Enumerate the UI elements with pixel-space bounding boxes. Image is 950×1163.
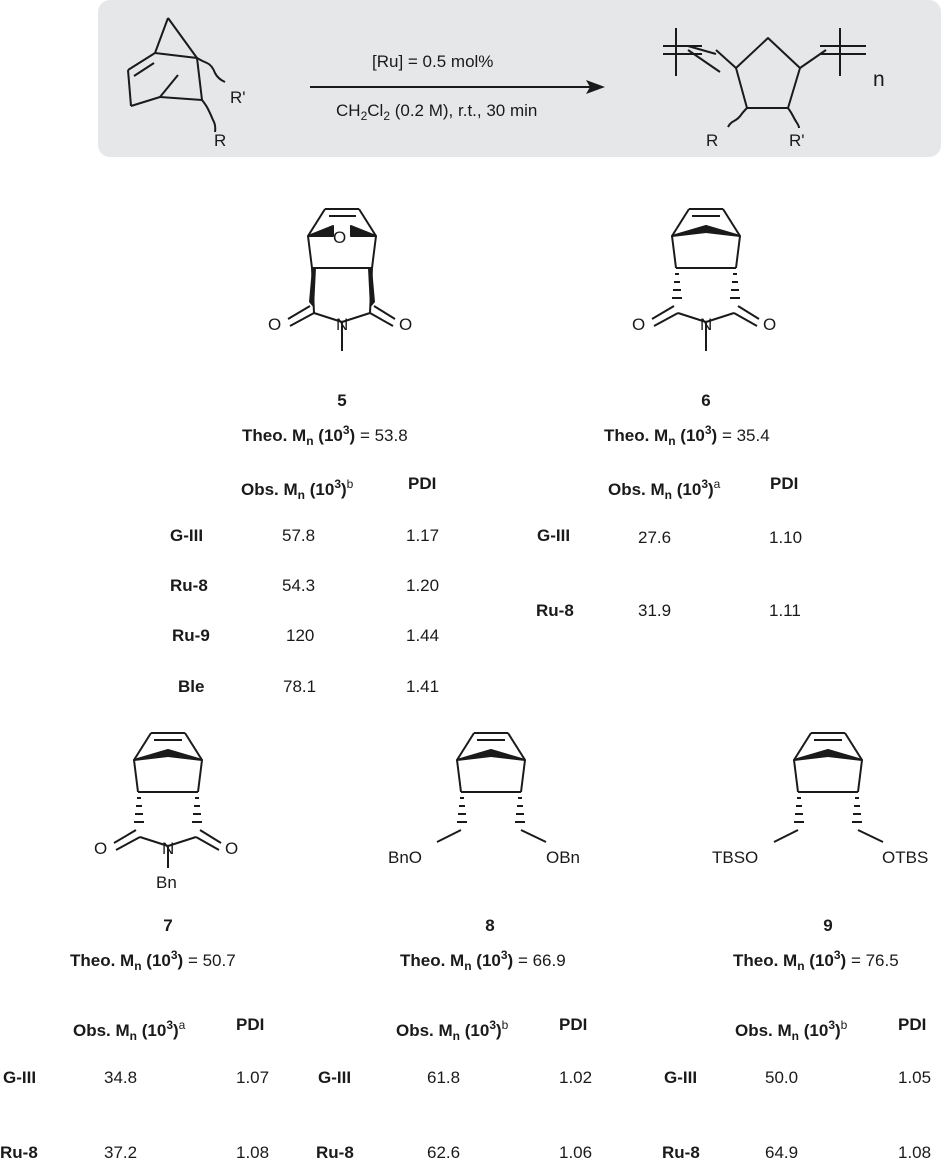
mn-value: 54.3 <box>282 576 316 595</box>
catalyst-label: Ru-8 <box>0 1143 38 1162</box>
pdi-value: 1.11 <box>769 601 801 620</box>
hash-8 <box>457 798 525 822</box>
product-n-label: n <box>873 68 885 91</box>
theo-value: 35.4 <box>736 426 770 445</box>
atom-7-bn: Bn <box>156 873 177 892</box>
catalyst-label: Ru-8 <box>316 1143 354 1162</box>
obs-sub: n <box>791 1029 800 1043</box>
obs-header-9 <box>735 1015 847 1046</box>
obs-unit-open: (10 <box>799 1021 829 1040</box>
theo-mn-5: Theo. $M_n$ $(10^3) = 53.8$ <box>242 423 408 448</box>
hash-7 <box>134 798 202 822</box>
obs-header-6 <box>608 474 720 505</box>
theo-mn-7: Theo. $M_n$ $(10^3) = 50.7$ <box>70 948 236 973</box>
product-r-label: R <box>706 131 719 150</box>
obs-prefix: Obs. M <box>396 1021 453 1040</box>
pdi-value: 1.02 <box>559 1068 593 1087</box>
pdi-header-6: PDI <box>770 474 799 493</box>
mn-value: 61.8 <box>427 1068 461 1087</box>
conditions-rest: (0.2 M), r.t., 30 min <box>390 101 538 120</box>
pdi-header-5: PDI <box>408 474 437 493</box>
obs-unit-close: ) <box>708 480 714 499</box>
theo-mn-8: Theo. $M_n$ $(10^3) = 66.9$ <box>400 948 566 973</box>
pdi-value: 1.05 <box>898 1068 932 1087</box>
atom-6-n: N <box>700 315 713 334</box>
obs-unit-close: ) <box>496 1021 502 1040</box>
obs-sup: 3 <box>828 1018 835 1032</box>
theo-value: 76.5 <box>865 951 899 970</box>
atom-6-o2: O <box>763 315 777 334</box>
theo-unit-open: (10 <box>313 426 343 445</box>
reactant-r-prime-label: R' <box>230 88 246 107</box>
compound-number-9: 9 <box>823 916 833 935</box>
catalyst-label: Ble <box>178 677 205 696</box>
hash-6 <box>672 274 740 298</box>
pdi-value: 1.41 <box>406 677 440 696</box>
theo-sub: n <box>464 959 472 973</box>
mn-value: 34.8 <box>104 1068 138 1087</box>
mn-value: 62.6 <box>427 1143 461 1162</box>
conditions-sub2: 2 <box>383 109 390 123</box>
obs-sup: 3 <box>166 1018 173 1032</box>
obs-footnote: a <box>713 477 721 491</box>
reactant-r-label: R <box>214 131 227 150</box>
catalyst-label: Ru-8 <box>536 601 574 620</box>
conditions-sub1: 2 <box>360 109 368 123</box>
obs-footnote: b <box>501 1018 509 1032</box>
reagent-label: [Ru] = 0.5 mol% <box>372 52 494 71</box>
theo-value: 53.8 <box>374 426 408 445</box>
theo-unit-open: (10 <box>804 951 834 970</box>
atom-9-left: TBSO <box>712 848 759 867</box>
theo-sup: 3 <box>833 948 841 962</box>
pdi-value: 1.08 <box>898 1143 932 1162</box>
theo-value: 50.7 <box>202 951 236 970</box>
pdi-header-8: PDI <box>559 1015 588 1034</box>
pdi-value: 1.10 <box>769 528 803 547</box>
product-r-prime-label: R' <box>789 131 805 150</box>
atom-8-left: BnO <box>388 848 423 867</box>
atom-7-n: N <box>162 839 175 858</box>
obs-unit-open: (10 <box>305 480 335 499</box>
theo-unit-open: (10 <box>675 426 705 445</box>
theo-prefix: Theo. M <box>70 951 135 970</box>
mn-value: 37.2 <box>104 1143 138 1162</box>
obs-prefix: Obs. M <box>73 1021 130 1040</box>
theo-unit-open: (10 <box>471 951 501 970</box>
structure-8 <box>437 733 546 842</box>
catalyst-label: Ru-8 <box>170 576 208 595</box>
theo-sup: 3 <box>170 948 178 962</box>
catalyst-label: Ru-8 <box>662 1143 700 1162</box>
obs-header-5 <box>241 474 353 505</box>
theo-mn-9: Theo. $M_n$ $(10^3) = 76.5$ <box>733 948 899 973</box>
theo-prefix: Theo. M <box>604 426 669 445</box>
mn-value: 57.8 <box>282 526 316 545</box>
obs-footnote: b <box>840 1018 848 1032</box>
theo-mn-6: Theo. $M_n$ $(10^3) = 35.4$ <box>604 423 770 448</box>
pdi-value: 1.08 <box>236 1143 270 1162</box>
atom-8-right: OBn <box>546 848 581 867</box>
pdi-value: 1.06 <box>559 1143 593 1162</box>
obs-footnote: a <box>178 1018 186 1032</box>
obs-sub: n <box>452 1029 461 1043</box>
theo-prefix: Theo. M <box>733 951 798 970</box>
compound-number-5: 5 <box>337 391 347 410</box>
obs-unit-close: ) <box>835 1021 841 1040</box>
theo-sup: 3 <box>704 423 712 437</box>
theo-prefix: Theo. M <box>400 951 465 970</box>
catalyst-label: G-III <box>3 1068 37 1087</box>
obs-sub: n <box>664 488 673 502</box>
obs-header-8 <box>396 1015 508 1046</box>
obs-sup: 3 <box>701 477 708 491</box>
wedge-5-left <box>309 268 316 308</box>
obs-sub: n <box>129 1029 138 1043</box>
pdi-value: 1.17 <box>406 526 440 545</box>
atom-9-right: OTBS <box>882 848 929 867</box>
catalyst-label: G-III <box>170 526 204 545</box>
wedge-5-right <box>368 268 375 308</box>
structure-9 <box>774 733 883 842</box>
obs-unit-close: ) <box>173 1021 179 1040</box>
obs-sub: n <box>297 488 306 502</box>
atom-5-bridge-o: O <box>333 228 347 247</box>
theo-unit-close: ) <box>840 951 847 970</box>
mn-value: 50.0 <box>765 1068 799 1087</box>
theo-sup: 3 <box>500 948 508 962</box>
obs-header-7 <box>73 1015 185 1046</box>
pdi-header-7: PDI <box>236 1015 265 1034</box>
obs-sup: 3 <box>334 477 341 491</box>
catalyst-label: G-III <box>664 1068 698 1087</box>
mn-value: 64.9 <box>765 1143 799 1162</box>
catalyst-label: G-III <box>537 526 571 545</box>
theo-unit-open: (10 <box>141 951 171 970</box>
theo-sub: n <box>134 959 142 973</box>
catalyst-label: G-III <box>318 1068 352 1087</box>
atom-5-n: N <box>336 315 349 334</box>
pdi-value: 1.44 <box>406 626 440 645</box>
pdi-value: 1.20 <box>406 576 440 595</box>
obs-footnote: b <box>346 477 354 491</box>
pdi-header-9: PDI <box>898 1015 927 1034</box>
compound-number-7: 7 <box>163 916 173 935</box>
theo-sub: n <box>668 434 676 448</box>
atom-7-o1: O <box>94 839 108 858</box>
atom-7-o2: O <box>225 839 239 858</box>
obs-unit-open: (10 <box>460 1021 490 1040</box>
obs-unit-open: (10 <box>672 480 702 499</box>
atom-6-o1: O <box>632 315 646 334</box>
theo-value: 66.9 <box>532 951 566 970</box>
mn-value: 120 <box>286 626 315 645</box>
obs-sup: 3 <box>489 1018 496 1032</box>
conditions-cl: Cl <box>367 101 384 120</box>
theo-unit-close: ) <box>177 951 184 970</box>
theo-unit-close: ) <box>507 951 514 970</box>
compound-number-8: 8 <box>485 916 495 935</box>
theo-unit-close: ) <box>711 426 718 445</box>
obs-prefix: Obs. M <box>241 480 298 499</box>
theo-sub: n <box>306 434 314 448</box>
obs-unit-open: (10 <box>137 1021 167 1040</box>
mn-value: 78.1 <box>283 677 317 696</box>
mn-value: 31.9 <box>638 601 672 620</box>
theo-unit-close: ) <box>349 426 356 445</box>
obs-unit-close: ) <box>341 480 347 499</box>
hash-9 <box>794 798 862 822</box>
compound-number-6: 6 <box>701 391 711 410</box>
atom-5-o1: O <box>268 315 282 334</box>
obs-prefix: Obs. M <box>608 480 665 499</box>
mn-value: 27.6 <box>638 528 672 547</box>
pdi-value: 1.07 <box>236 1068 270 1087</box>
obs-prefix: Obs. M <box>735 1021 792 1040</box>
conditions-label <box>336 101 537 126</box>
theo-sup: 3 <box>342 423 350 437</box>
conditions-ch: CH <box>336 101 361 120</box>
catalyst-label: Ru-9 <box>172 626 210 645</box>
theo-sub: n <box>797 959 805 973</box>
theo-prefix: Theo. M <box>242 426 307 445</box>
atom-5-o2: O <box>399 315 413 334</box>
